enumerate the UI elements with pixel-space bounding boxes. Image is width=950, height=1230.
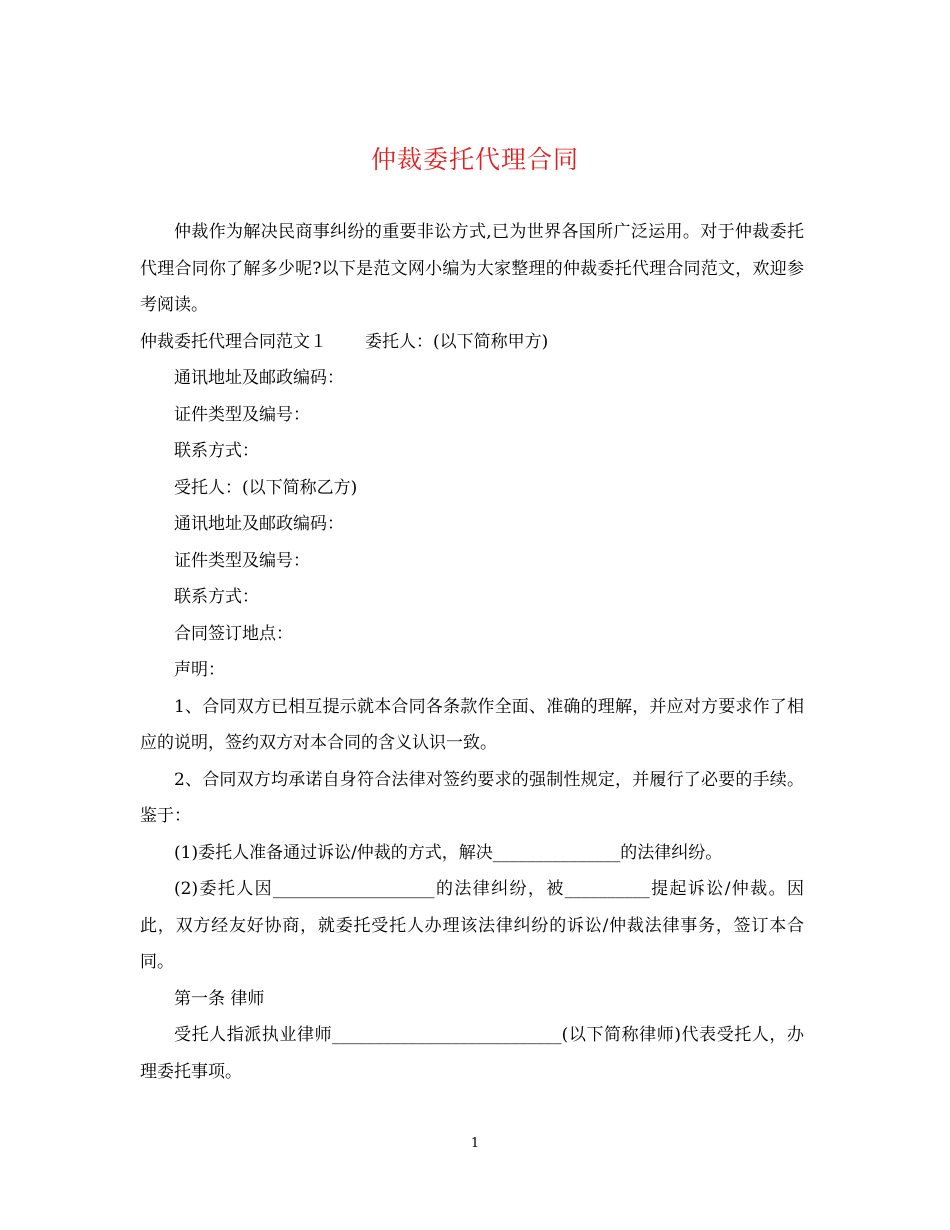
declaration-label: 声明： bbox=[174, 660, 225, 680]
principal-id: 证件类型及编号： bbox=[174, 404, 310, 425]
principal-contact: 联系方式： bbox=[174, 441, 259, 461]
clause-2: 2、合同双方均承诺自身符合法律对签约要求的强制性规定，并履行了必要的手续。 鉴于： bbox=[140, 769, 804, 826]
article-1-text: 受托人指派执业律师___________________________(以下简称律师)代表受托人，办理委托事项。 bbox=[140, 1025, 804, 1082]
item-1: (1)委托人准备通过诉讼/仲裁的方式，解决_______________的法律纠纷。 bbox=[174, 842, 723, 863]
sample-heading-line bbox=[140, 324, 804, 361]
signing-place: 合同签订地点： bbox=[174, 623, 293, 644]
agent-id: 证件类型及编号： bbox=[174, 550, 310, 571]
agent-line: 受托人：(以下简称乙方) bbox=[174, 477, 358, 498]
agent-address: 通讯地址及邮政编码： bbox=[174, 514, 344, 534]
document-body bbox=[140, 214, 804, 1090]
clause-1: 1、合同双方已相互提示就本合同各条款作全面、准确的理解，并应对方要求作了相应的说明，签约双方对本合同的含义认识一致。 bbox=[140, 696, 804, 753]
principal-line: 委托人：(以下简称甲方) bbox=[365, 331, 549, 352]
article-1-heading: 第一条 律师 bbox=[174, 988, 265, 1009]
intro-paragraph: 仲裁作为解决民商事纠纷的重要非讼方式,已为世界各国所广泛运用。对于仲裁委托代理合同你了解多少呢?以下是范文网小编为大家整理的仲裁委托代理合同范文，欢迎参考阅读。 bbox=[140, 222, 804, 315]
sample-heading: 仲裁委托代理合同范文１ bbox=[140, 331, 327, 352]
agent-contact: 联系方式： bbox=[174, 587, 259, 607]
page-number: 1 bbox=[470, 1136, 480, 1151]
item-2: (2)委托人因___________________的法律纠纷，被__________提起诉讼/仲裁。因此，双方经友好协商，就委托受托人办理该法律纠纷的诉讼/仲裁法律事务，签订本合同。 bbox=[140, 879, 804, 972]
principal-address: 通讯地址及邮政编码： bbox=[174, 368, 344, 388]
document-title: 仲裁委托代理合同 bbox=[370, 145, 579, 174]
